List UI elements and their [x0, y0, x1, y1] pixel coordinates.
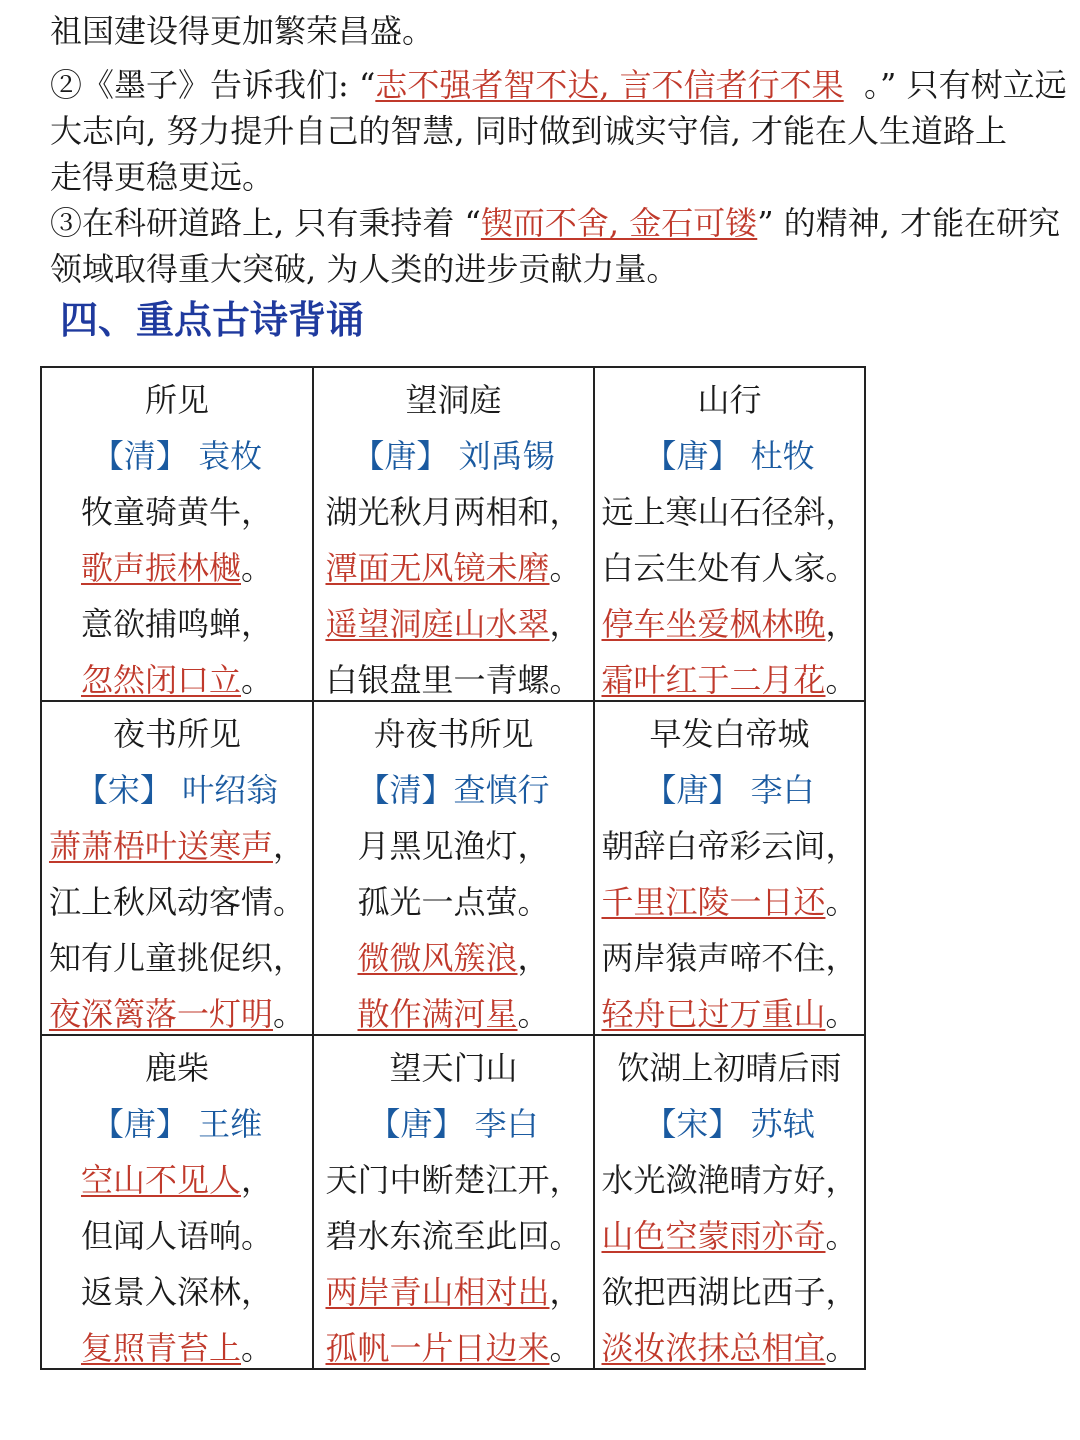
- poem-line-punctuation: ，: [825, 1161, 858, 1199]
- poem-author: 【宋】 叶绍翁: [75, 771, 279, 809]
- quote-highlight: 锲而不舍, 金石可镂: [480, 204, 758, 242]
- poem-line: [42, 602, 312, 646]
- poem-line: [314, 936, 593, 980]
- poem-line-text: 白云生处有人家: [601, 549, 826, 587]
- poem-line: [595, 602, 864, 646]
- poem-line-punctuation: ，: [825, 939, 858, 977]
- poem-line-punctuation: ，: [549, 605, 582, 643]
- paragraph-2-line-3: [50, 154, 1050, 201]
- paragraph-text: 走得更稳更远。: [50, 158, 275, 196]
- poem-line-highlight: 潭面无风镜未磨: [325, 549, 550, 587]
- poem-line-punctuation: 。: [273, 995, 306, 1033]
- poem-line-punctuation: ，: [517, 827, 550, 865]
- poem-line-punctuation: ，: [273, 827, 306, 865]
- poem-line: [42, 880, 312, 924]
- poem-line-punctuation: 。: [241, 1217, 274, 1255]
- poem-line-punctuation: 。: [273, 883, 306, 921]
- poem-line: [42, 658, 312, 702]
- poem-cell: [41, 701, 313, 1035]
- poem-line-punctuation: ，: [517, 939, 550, 977]
- poem-line: [42, 1270, 312, 1314]
- paragraph-3: [50, 200, 1061, 247]
- poem-line-punctuation: 。: [825, 549, 858, 587]
- poem-line-text: 远上寒山石径斜: [601, 493, 826, 531]
- poem-row: [41, 1035, 865, 1369]
- poem-line-highlight: 停车坐爱枫林晚: [601, 605, 826, 643]
- poem-line-punctuation: 。: [241, 1329, 274, 1367]
- poem-title: 舟夜书所见: [373, 715, 534, 753]
- poem-card: [595, 1036, 864, 1368]
- poem-author: 【唐】 王维: [91, 1105, 263, 1143]
- poem-line-punctuation: ，: [825, 605, 858, 643]
- poem-line-text: 天门中断楚江开: [325, 1161, 550, 1199]
- poem-line: [595, 658, 864, 702]
- poem-line-punctuation: 。: [517, 883, 550, 921]
- paragraph-text: 。” 只有树立远: [843, 66, 1067, 104]
- poem-line-punctuation: 。: [825, 1217, 858, 1255]
- poem-line: [42, 546, 312, 590]
- poem-line-punctuation: ，: [549, 1161, 582, 1199]
- poem-line: [42, 1326, 312, 1370]
- poem-line: [595, 936, 864, 980]
- poem-line: [314, 1214, 593, 1258]
- poem-line-text: 水光潋滟晴方好: [601, 1161, 826, 1199]
- poem-line-punctuation: 。: [549, 661, 582, 699]
- poem-line: [314, 824, 593, 868]
- poem-line-highlight: 山色空蒙雨亦奇: [601, 1217, 826, 1255]
- poem-line-punctuation: ，: [241, 1161, 274, 1199]
- poem-line: [314, 1270, 593, 1314]
- paragraph-2: [50, 62, 1067, 109]
- poem-line-text: 月黑见渔灯: [357, 827, 518, 865]
- poem-line-text: 但闻人语响: [80, 1217, 241, 1255]
- poem-line: [42, 1214, 312, 1258]
- poem-line-punctuation: 。: [825, 1329, 858, 1367]
- poem-line-text: 朝辞白帝彩云间: [601, 827, 826, 865]
- poem-line-text: 返景入深林: [80, 1273, 241, 1311]
- poem-line-highlight: 散作满河星: [357, 995, 518, 1033]
- poem-title: 鹿柴: [144, 1049, 209, 1087]
- poem-line-punctuation: ，: [825, 827, 858, 865]
- poem-line-punctuation: ，: [825, 1273, 858, 1311]
- poem-card: [314, 702, 593, 1034]
- paragraph-text: ” 的精神, 才能在研究: [757, 204, 1061, 242]
- poem-line-highlight: 空山不见人: [80, 1161, 241, 1199]
- poem-line-punctuation: 。: [549, 1329, 582, 1367]
- poem-card: [42, 1036, 312, 1368]
- poem-line: [42, 992, 312, 1036]
- poem-line-text: 湖光秋月两相和: [325, 493, 550, 531]
- poem-line: [595, 992, 864, 1036]
- poem-author: 【唐】 杜牧: [644, 437, 815, 475]
- poem-title: 饮湖上初晴后雨: [617, 1049, 842, 1087]
- poem-author: 【唐】 李白: [644, 771, 815, 809]
- poem-author: 【唐】 李白: [368, 1105, 539, 1143]
- poem-author: 【清】查慎行: [357, 771, 550, 809]
- poem-cell: [41, 1035, 313, 1369]
- poem-line-punctuation: ，: [549, 493, 582, 531]
- poem-row: [41, 701, 865, 1035]
- poem-line: [42, 824, 312, 868]
- poem-line-punctuation: ，: [241, 605, 274, 643]
- poem-line: [595, 1214, 864, 1258]
- poem-line-text: 两岸猿声啼不住: [601, 939, 826, 977]
- paragraph-text: ②《墨子》告诉我们: “: [50, 66, 376, 104]
- poem-line: [42, 490, 312, 534]
- poem-line: [595, 1270, 864, 1314]
- poem-cell: [313, 367, 594, 701]
- poem-line: [595, 546, 864, 590]
- poem-line-text: 牧童骑黄牛: [80, 493, 241, 531]
- poem-line-punctuation: ，: [241, 1273, 274, 1311]
- poem-line-punctuation: 。: [825, 995, 858, 1033]
- poem-title: 山行: [697, 381, 762, 419]
- poem-line: [595, 880, 864, 924]
- paragraph-2-line-2: [50, 108, 1050, 155]
- poem-card: [595, 368, 864, 700]
- poem-card: [42, 368, 312, 700]
- poem-line-highlight: 淡妆浓抹总相宜: [601, 1329, 826, 1367]
- intro-line-0: [50, 8, 1050, 55]
- poem-line-highlight: 复照青苔上: [80, 1329, 241, 1367]
- poem-row: [41, 367, 865, 701]
- poem-line-punctuation: ，: [825, 493, 858, 531]
- poem-line-punctuation: 。: [825, 661, 858, 699]
- poem-line-highlight: 孤帆一片日边来: [325, 1329, 550, 1367]
- poem-card: [314, 368, 593, 700]
- poem-line-highlight: 微微风簇浪: [357, 939, 518, 977]
- poem-line-text: 孤光一点萤: [357, 883, 518, 921]
- poem-line-text: 欲把西湖比西子: [601, 1273, 826, 1311]
- poem-title: 所见: [144, 381, 209, 419]
- poem-line-highlight: 千里江陵一日还: [601, 883, 826, 921]
- poem-line-punctuation: 。: [549, 1217, 582, 1255]
- poem-card: [595, 702, 864, 1034]
- poem-line-highlight: 两岸青山相对出: [325, 1273, 550, 1311]
- poem-line-punctuation: 。: [241, 549, 274, 587]
- poem-author: 【清】 袁枚: [91, 437, 263, 475]
- poem-cell: [313, 1035, 594, 1369]
- poem-line-punctuation: 。: [825, 883, 858, 921]
- poem-cell: [594, 1035, 865, 1369]
- poems-table: [40, 366, 866, 1370]
- poem-cell: [41, 367, 313, 701]
- poem-line-punctuation: 。: [241, 661, 274, 699]
- poem-cell: [594, 701, 865, 1035]
- poem-line-highlight: 忽然闭口立: [80, 661, 241, 699]
- poem-line-punctuation: ，: [549, 1273, 582, 1311]
- poem-line-punctuation: 。: [549, 549, 582, 587]
- poem-line-highlight: 轻舟已过万重山: [601, 995, 826, 1033]
- poem-line-punctuation: ，: [273, 939, 306, 977]
- poem-title: 望天门山: [389, 1049, 518, 1087]
- poem-line: [314, 1158, 593, 1202]
- poem-line-text: 江上秋风动客情: [48, 883, 273, 921]
- poem-line: [314, 658, 593, 702]
- poem-line: [595, 824, 864, 868]
- poem-line: [314, 1326, 593, 1370]
- poem-line: [595, 490, 864, 534]
- poem-line-text: 碧水东流至此回: [325, 1217, 550, 1255]
- poem-line-highlight: 萧萧梧叶送寒声: [48, 827, 273, 865]
- poem-title: 望洞庭: [405, 381, 502, 419]
- poem-line-text: 意欲捕鸣蝉: [80, 605, 241, 643]
- poem-card: [42, 702, 312, 1034]
- poem-line: [42, 1158, 312, 1202]
- section-heading: 四、重点古诗背诵: [60, 298, 365, 342]
- poem-line: [595, 1158, 864, 1202]
- poem-line-highlight: 霜叶红于二月花: [601, 661, 826, 699]
- paragraph-text: 大志向, 努力提升自己的智慧, 同时做到诚实守信, 才能在人生道路上: [50, 112, 1008, 150]
- poem-line-highlight: 遥望洞庭山水翠: [325, 605, 550, 643]
- poem-line: [314, 490, 593, 534]
- poem-title: 夜书所见: [112, 715, 241, 753]
- paragraph-text: ③在科研道路上, 只有秉持着 “: [50, 204, 481, 242]
- poem-author: 【宋】 苏轼: [644, 1105, 815, 1143]
- paragraph-3-line-2: [50, 246, 1050, 293]
- poem-cell: [313, 701, 594, 1035]
- poem-card: [314, 1036, 593, 1368]
- poem-line-text: 知有儿童挑促织: [48, 939, 273, 977]
- poem-title: 早发白帝城: [649, 715, 810, 753]
- poem-line: [314, 880, 593, 924]
- poem-cell: [594, 367, 865, 701]
- poem-line-highlight: 歌声振林樾: [80, 549, 241, 587]
- poem-line: [42, 936, 312, 980]
- poem-line-punctuation: ，: [241, 493, 274, 531]
- intro-text: 祖国建设得更加繁荣昌盛。: [50, 12, 435, 50]
- paragraph-text: 领域取得重大突破, 为人类的进步贡献力量。: [50, 250, 679, 288]
- poem-line-text: 白银盘里一青螺: [325, 661, 550, 699]
- poem-line: [314, 546, 593, 590]
- poem-line: [595, 1326, 864, 1370]
- poem-line: [314, 992, 593, 1036]
- poem-line-punctuation: 。: [517, 995, 550, 1033]
- poem-line-highlight: 夜深篱落一灯明: [48, 995, 273, 1033]
- poem-line: [314, 602, 593, 646]
- quote-highlight: 志不强者智不达, 言不信者行不果: [375, 66, 844, 104]
- poem-author: 【唐】 刘禹锡: [352, 437, 555, 475]
